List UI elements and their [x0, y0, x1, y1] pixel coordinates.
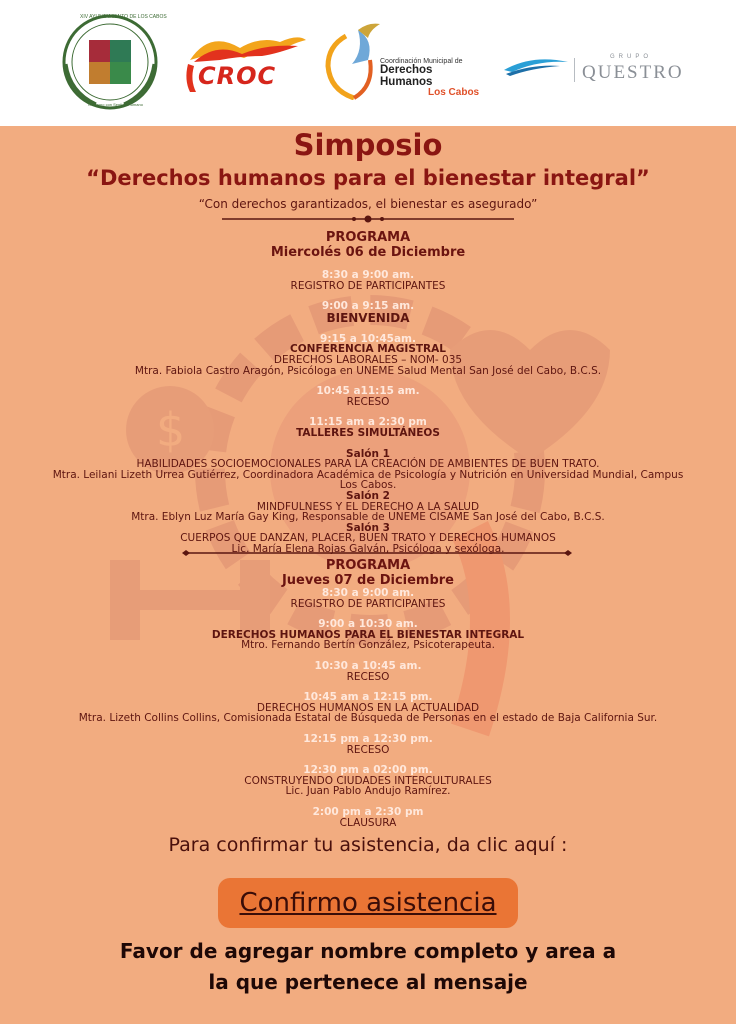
schedule-speaker: Mtro. Fernando Bertín González, Psicoterapeuta.	[241, 639, 495, 652]
svg-text:$: $	[156, 403, 186, 457]
swoosh-icon	[502, 52, 572, 82]
schedule-item: CLAUSURA	[339, 816, 397, 829]
cmdh-line2: Derechos Humanos	[380, 64, 433, 88]
program-heading: PROGRAMA	[325, 558, 411, 573]
schedule-time: 9:00 a 10:30 am.	[318, 618, 418, 631]
cmdh-logo	[324, 20, 484, 100]
program-date: Jueves 07 de Diciembre	[281, 573, 455, 588]
seal-text: XIV AYUNTAMIENTO DE LOS CABOS	[80, 14, 167, 20]
schedule-time: 11:15 am a 2:30 pm	[309, 416, 427, 429]
schedule-time: 8:30 a 9:00 am.	[321, 269, 415, 281]
logo-header	[0, 0, 736, 126]
program-day1	[0, 230, 736, 554]
salon-label: Salón 1	[346, 447, 390, 460]
salon-speaker: Lic. María Elena Rojas Galván, Psicóloga y sexóloga.	[231, 542, 505, 555]
dove-icon	[324, 20, 384, 100]
schedule-speaker: Lic. Juan Pablo Andujo Ramírez.	[285, 785, 451, 798]
registration-note-line2: la que pertenece al mensaje	[208, 970, 528, 994]
registration-note-line1: Favor de agregar nombre completo y area a	[119, 939, 617, 963]
schedule-item: REGISTRO DE PARTICIPANTES	[290, 279, 446, 292]
schedule-item: DERECHOS HUMANOS PARA EL BIENESTAR INTEGRAL	[211, 628, 525, 641]
croc-wordmark: CROC	[198, 62, 277, 90]
ayuntamiento-seal-logo	[56, 12, 164, 112]
questro-wordmark: QUESTRO	[582, 62, 684, 83]
cmdh-line1: Coordinación Municipal de	[380, 58, 463, 65]
questro-logo	[502, 52, 702, 92]
schedule-time: 10:45 am a 12:15 pm.	[303, 691, 433, 704]
salon-label: Salón 2	[346, 489, 390, 502]
salon-workshop: CUERPOS QUE DANZAN, PLACER, BUEN TRATO Y DERECHOS HUMANOS	[180, 532, 556, 545]
event-subtitle: “Derechos humanos para el bienestar integral”	[86, 166, 650, 190]
schedule-item: TALLERES SIMULTÁNEOS	[296, 426, 440, 439]
questro-divider	[574, 58, 575, 82]
event-title: Simposio	[293, 128, 443, 162]
schedule-item: RECESO	[346, 395, 390, 408]
event-tagline: “Con derechos garantizados, el bienestar es asegurado”	[198, 197, 538, 211]
schedule-time: 10:30 a 10:45 am.	[314, 659, 422, 672]
salon-label: Salón 3	[346, 521, 390, 534]
croc-logo	[180, 30, 310, 98]
schedule-time: 12:30 pm a 02:00 pm.	[303, 764, 433, 777]
schedule-time: 8:30 a 9:00 am.	[321, 587, 415, 599]
schedule-item: BIENVENIDA	[326, 310, 410, 325]
schedule-item: CONFERENCIA MAGISTRAL	[290, 343, 446, 356]
schedule-time: 9:15 a 10:45am.	[320, 332, 416, 345]
program-heading: PROGRAMA	[325, 230, 411, 245]
program-date: Miercolés 06 de Diciembre	[270, 245, 466, 260]
confirm-prompt: Para confirmar tu asistencia, da clic aquí :	[168, 834, 568, 856]
program-day2	[0, 558, 736, 828]
seal-subtext: Gobierno con Sentido Humano	[88, 102, 143, 107]
cmdh-line3: Los Cabos	[428, 87, 480, 98]
schedule-speaker: Mtra. Fabiola Castro Aragón, Psicóloga en UNEME Salud Mental San José del Cabo, B.C.S.	[134, 364, 602, 377]
schedule-time: 2:00 pm a 2:30 pm	[312, 805, 424, 818]
schedule-time: 10:45 a11:15 am.	[316, 385, 420, 398]
questro-group-label: GRUPO	[610, 54, 653, 60]
registration-note	[0, 936, 736, 998]
salon-workshop: HABILIDADES SOCIOEMOCIONALES PARA LA CREACIÓN DE AMBIENTES DE BUEN TRATO.	[136, 458, 600, 471]
schedule-item: RECESO	[346, 670, 390, 683]
schedule-item: REGISTRO DE PARTICIPANTES	[290, 597, 446, 610]
salon-speaker: Mtra. Leilani Lizeth Urrea Gutiérrez, Coordinadora Académica de Psicología y Nutrición en Universidad Mundial, Campus	[52, 468, 684, 481]
schedule-item: DERECHOS HUMANOS EN LA ACTUALIDAD	[256, 701, 480, 714]
salon-speaker: Los Cabos.	[339, 479, 397, 492]
schedule-item: RECESO	[346, 743, 390, 756]
salon-speaker: Mtra. Eblyn Luz María Gay King, Responsable de UNEME CISAME San José del Cabo, B.C.S.	[131, 511, 605, 524]
schedule-time: 12:15 pm a 12:30 pm.	[303, 732, 433, 745]
day-divider	[182, 548, 572, 558]
schedule-item: DERECHOS LABORALES – NOM- 035	[273, 353, 463, 366]
schedule-time: 9:00 a 9:15 am.	[321, 300, 415, 313]
schedule-item: CONSTRUYENDO CIUDADES INTERCULTURALES	[244, 774, 492, 787]
title-divider	[222, 214, 514, 224]
schedule-speaker: Mtra. Lizeth Collins Collins, Comisionada Estatal de Búsqueda de Personas en el estado de Baja California Sur.	[78, 712, 658, 725]
salon-workshop: MINDFULNESS Y EL DERECHO A LA SALUD	[256, 500, 480, 513]
confirm-attendance-button[interactable]: Confirmo asistencia	[218, 878, 518, 928]
